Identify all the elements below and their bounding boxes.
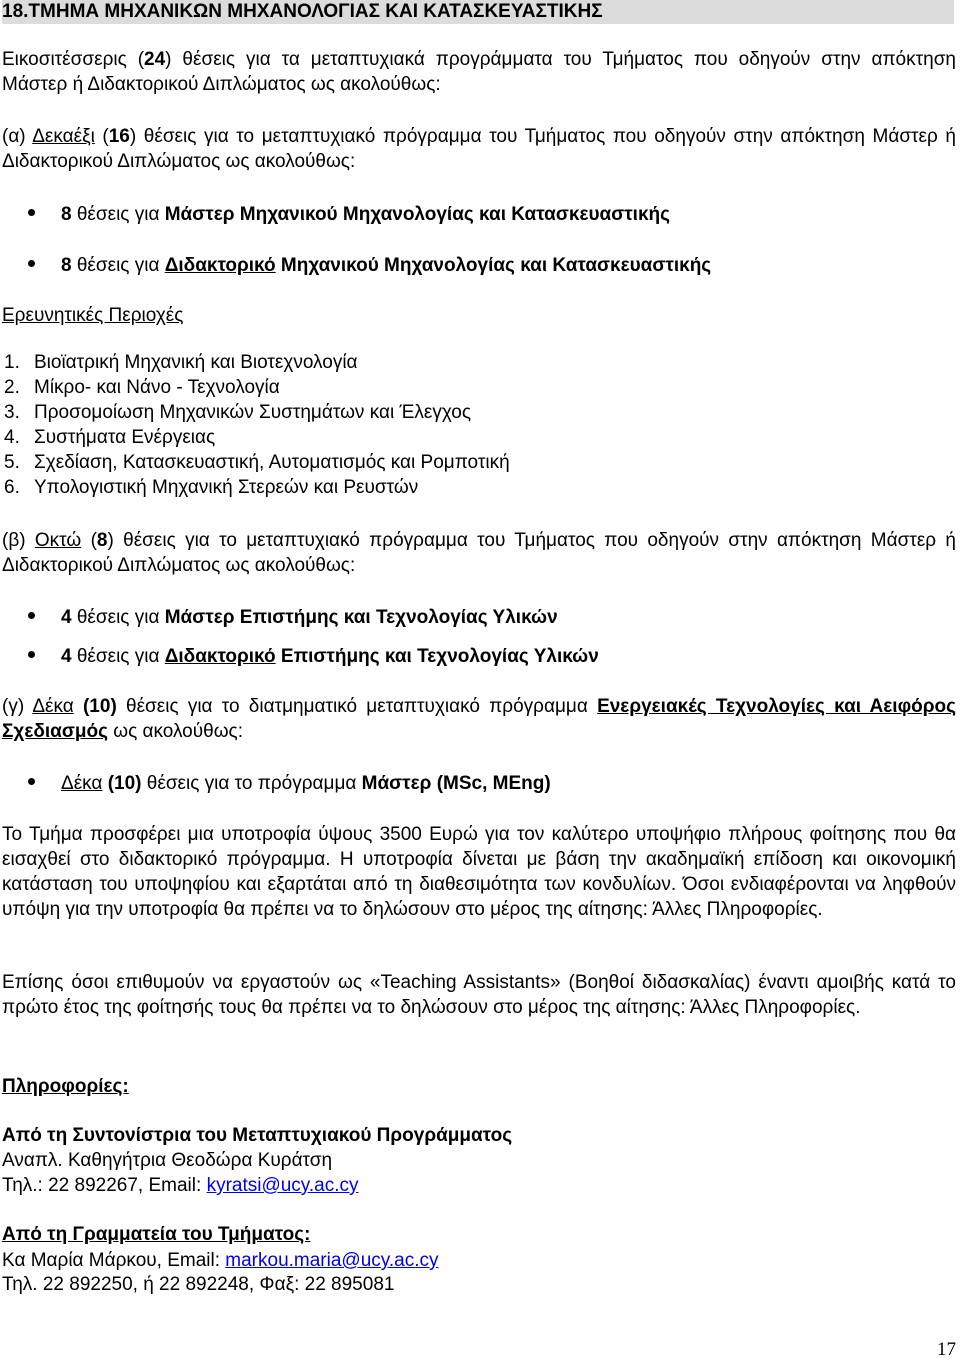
list-item: 1. Βιοϊατρική Μηχανική και Βιοτεχνολογία	[4, 352, 358, 373]
list-item: 3. Προσομοίωση Μηχανικών Συστημάτων και Έλεγχος	[4, 402, 471, 423]
bullet-icon	[28, 209, 35, 216]
list-item: Δέκα (10) θέσεις για το πρόγραμμα Μάστερ (MSc, MEng)	[28, 771, 948, 796]
assistants-paragraph: Επίσης όσοι επιθυμούν να εργαστούν ως «Teaching Assistants» (Βοηθοί διδασκαλίας) έναντι αμοιβής κατά το πρώτο έτος της φοίτησής τους θα πρέπει να το δηλώσουν στο μέρος της αίτησης: Άλλες Πληροφορίες.	[2, 972, 956, 1018]
research-heading: Ερευνητικές Περιοχές	[2, 305, 184, 326]
section-title: 18.ΤΜΗΜΑ ΜΗΧΑΝΙΚΩΝ ΜΗΧΑΝΟΛΟΓΙΑΣ ΚΑΙ ΚΑΤΑΣΚΕΥΑΣΤΙΚΗΣ	[2, 0, 954, 24]
bullet-icon	[28, 612, 35, 619]
coordinator-heading: Από τη Συντονίστρια του Μεταπτυχιακού Προγράμματος	[2, 1125, 513, 1146]
intro-total: 24	[144, 49, 166, 70]
bullet-icon	[28, 260, 35, 267]
section-b-paragraph: (β) Οκτώ (8) θέσεις για το μεταπτυχιακό πρόγραμμα του Τμήματος που οδηγούν στην απόκτηση Μάστερ ή Διδακτορικού Διπλώματος ως ακολούθως:	[2, 530, 956, 576]
bullet-icon	[28, 778, 35, 785]
page-number: 17	[937, 1339, 956, 1360]
coordinator-name: Αναπλ. Καθηγήτρια Θεοδώρα Κυράτση	[2, 1150, 333, 1171]
coordinator-contact: Τηλ.: 22 892267, Email: kyratsi@ucy.ac.cy	[2, 1175, 359, 1196]
secretariat-phones: Τηλ. 22 892250, ή 22 892248, Φαξ: 22 895081	[2, 1274, 395, 1295]
coordinator-email-link[interactable]: kyratsi@ucy.ac.cy	[206, 1175, 359, 1196]
list-item: 6. Υπολογιστική Μηχανική Στερεών και Ρευστών	[4, 477, 419, 498]
list-item: 4 θέσεις για Διδακτορικό Επιστήμης και Τεχνολογίας Υλικών	[28, 644, 948, 669]
list-item: 4. Συστήματα Ενέργειας	[4, 427, 216, 448]
scholarship-paragraph: Το Τμήμα προσφέρει μια υποτροφία ύψους 3500 Ευρώ για τον καλύτερο υποψήφιο πλήρους φοίτησης που θα εισαχθεί στο διδακτορικό πρόγραμμα. Η υποτροφία δίνεται με βάση την ακαδημαϊκή επίδοση και οικονομική κατάσταση του υποψηφίου και εξαρτάται από τη διαθεσιμότητα των κονδυλίων. Όσοι ενδιαφέρονται να ληφθούν υπόψη για την υποτροφία θα πρέπει να το δηλώσουν στο μέρος της αίτησης: Άλλες Πληροφορίες.	[2, 824, 956, 920]
section-c-paragraph: (γ) Δέκα (10) θέσεις για το διατμηματικό μεταπτυχιακό πρόγραμμα Ενεργειακές Τεχνολογίες και Αειφόρος Σχεδιασμός ως ακολούθως:	[2, 696, 957, 742]
research-list	[4, 350, 510, 500]
list-item: 8 θέσεις για Μάστερ Μηχανικού Μηχανολογίας και Κατασκευαστικής	[28, 202, 948, 227]
info-heading: Πληροφορίες:	[2, 1076, 129, 1097]
secretariat-contact: Κα Μαρία Μάρκου, Email: markou.maria@ucy.ac.cy	[2, 1250, 439, 1271]
bullet-icon	[28, 651, 35, 658]
list-item: 5. Σχεδίαση, Κατασκευαστική, Αυτοματισμός και Ρομποτική	[4, 452, 510, 473]
list-item: 8 θέσεις για Διδακτορικό Μηχανικού Μηχανολογίας και Κατασκευαστικής	[28, 253, 948, 278]
secretariat-heading: Από τη Γραμματεία του Τμήματος:	[2, 1224, 311, 1245]
list-item: 2. Μίκρο- και Νάνο - Τεχνολογία	[4, 377, 280, 398]
section-a-paragraph: (α) Δεκαέξι (16) θέσεις για το μεταπτυχιακό πρόγραμμα του Τμήματος που οδηγούν στην απόκτηση Μάστερ ή Διδακτορικού Διπλώματος ως ακολούθως:	[2, 126, 956, 172]
intro-paragraph: Εικοσιτέσσερις (24) θέσεις για τα μεταπτυχιακά προγράμματα του Τμήματος που οδηγούν στην απόκτηση Μάστερ ή Διδακτορικού Διπλώματος ως ακολούθως:	[2, 49, 956, 95]
secretariat-email-link[interactable]: markou.maria@ucy.ac.cy	[225, 1250, 439, 1271]
list-item: 4 θέσεις για Μάστερ Επιστήμης και Τεχνολογίας Υλικών	[28, 605, 948, 630]
